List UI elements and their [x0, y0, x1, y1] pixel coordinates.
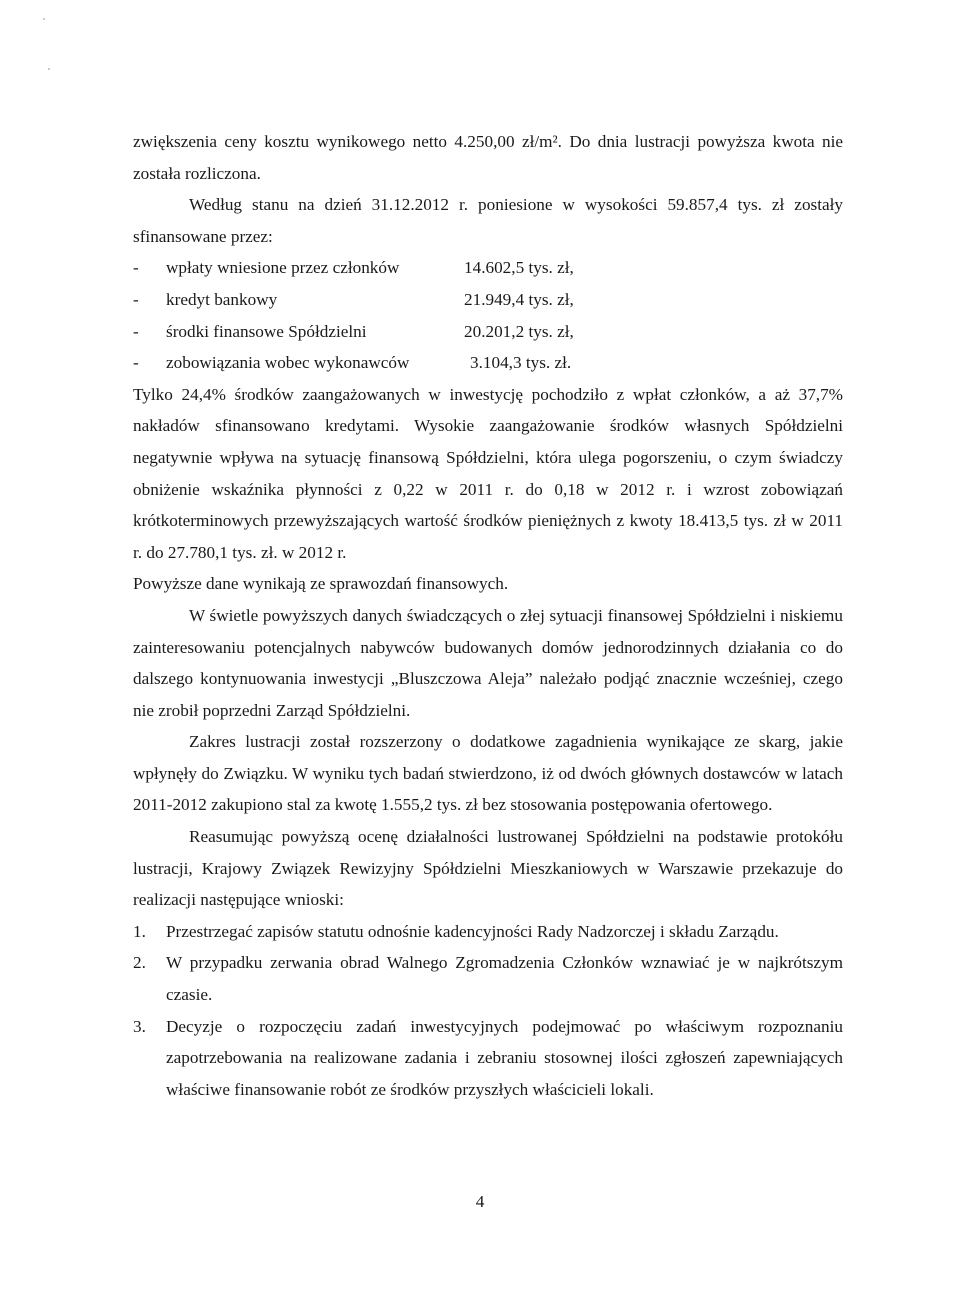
paragraph-bluszczowa-aleja: W świetle powyższych danych świadczących o złej sytuacji finansowej Spółdzielni i niskiemu zainteresowaniu potencjalnych nabywców budowanych domów jednorodzinnych działania co do dalszego kontynuowania inwestycji „Bluszczowa Aleja” należało podjąć znacznie wcześniej, czego nie zrobił poprzedni Zarząd Spółdzielni.	[133, 605, 843, 720]
conclusion-number: 2.	[133, 953, 146, 973]
conclusion-item	[133, 1011, 843, 1106]
conclusion-text: W przypadku zerwania obrad Walnego Zgromadzenia Członków wznawiać je w najkrótszym czasie.	[166, 953, 843, 1005]
document-page	[133, 126, 843, 1105]
paragraph-price-increase: zwiększenia ceny kosztu wynikowego netto 4.250,00 zł/m². Do dnia lustracji powyższa kwota nie została rozliczona.	[133, 132, 843, 183]
list-item-label: środki finansowe Spółdzielni	[166, 321, 367, 341]
scan-speck	[43, 18, 45, 20]
page-number: 4	[475, 1192, 485, 1211]
paragraph-source-note: Powyższe dane wynikają ze sprawozdań finansowych.	[133, 574, 509, 594]
financing-list	[133, 252, 843, 378]
list-item-label: kredyt bankowy	[166, 289, 278, 309]
list-item-label: zobowiązania wobec wykonawców	[166, 353, 410, 373]
list-dash: -	[133, 321, 139, 341]
conclusion-text: Decyzje o rozpoczęciu zadań inwestycyjnych podejmować po właściwym rozpoznaniu zapotrzebowania na realizowane zadania i zebraniu stosownej ilości zgłoszeń zapewniających właściwe finansowanie robót ze środków przyszłych właścicieli lokali.	[166, 1016, 843, 1099]
paragraph-financing-intro: Według stanu na dzień 31.12.2012 r. poniesione w wysokości 59.857,4 tys. zł zostały sfinansowane przez:	[133, 195, 843, 246]
list-dash: -	[133, 353, 139, 373]
conclusion-number: 1.	[133, 921, 146, 941]
conclusion-number: 3.	[133, 1016, 146, 1036]
conclusions-list	[133, 916, 843, 1106]
paragraph-investment-analysis: Tylko 24,4% środków zaangażowanych w inwestycję pochodziło z wpłat członków, a aż 37,7% nakładów sfinansowano kredytami. Wysokie zaangażowanie środków własnych Spółdzielni negatywnie wpływa na sytuację finansową Spółdzielni, która ulega pogorszeniu, o czym świadczy obniżenie wskaźnika płynności z 0,22 w 2011 r. do 0,18 w 2012 r. i wzrost zobowiązań krótkoterminowych przewyższających wartość środków pieniężnych z kwoty 18.413,5 tys. zł w 2011 r. do 27.780,1 tys. zł. w 2012 r.	[133, 384, 843, 562]
list-item-label: wpłaty wniesione przez członków	[166, 258, 400, 278]
conclusion-item	[133, 916, 843, 948]
list-item	[133, 252, 843, 284]
conclusion-text: Przestrzegać zapisów statutu odnośnie kadencyjności Rady Nadzorczej i składu Zarządu.	[166, 921, 779, 941]
list-item-value: 20.201,2 tys. zł,	[464, 321, 574, 341]
paragraph-audit-scope: Zakres lustracji został rozszerzony o dodatkowe zagadnienia wynikające ze skarg, jakie wpłynęły do Związku. W wyniku tych badań stwierdzono, iż od dwóch głównych dostawców w latach 2011-2012 zakupiono stal za kwotę 1.555,2 tys. zł bez stosowania postępowania ofertowego.	[133, 732, 843, 815]
list-dash: -	[133, 289, 139, 309]
scan-speck	[48, 68, 50, 70]
list-item	[133, 316, 843, 348]
list-dash: -	[133, 258, 139, 278]
list-item-value: 3.104,3 tys. zł.	[470, 353, 572, 373]
paragraph-conclusions-intro: Reasumując powyższą ocenę działalności lustrowanej Spółdzielni na podstawie protokółu lustracji, Krajowy Związek Rewizyjny Spółdzielni Mieszkaniowych w Warszawie przekazuje do realizacji następujące wnioski:	[133, 827, 843, 910]
list-item	[133, 284, 843, 316]
list-item	[133, 347, 843, 379]
list-item-value: 21.949,4 tys. zł,	[464, 289, 574, 309]
conclusion-item	[133, 947, 843, 1010]
list-item-value: 14.602,5 tys. zł,	[464, 258, 574, 278]
